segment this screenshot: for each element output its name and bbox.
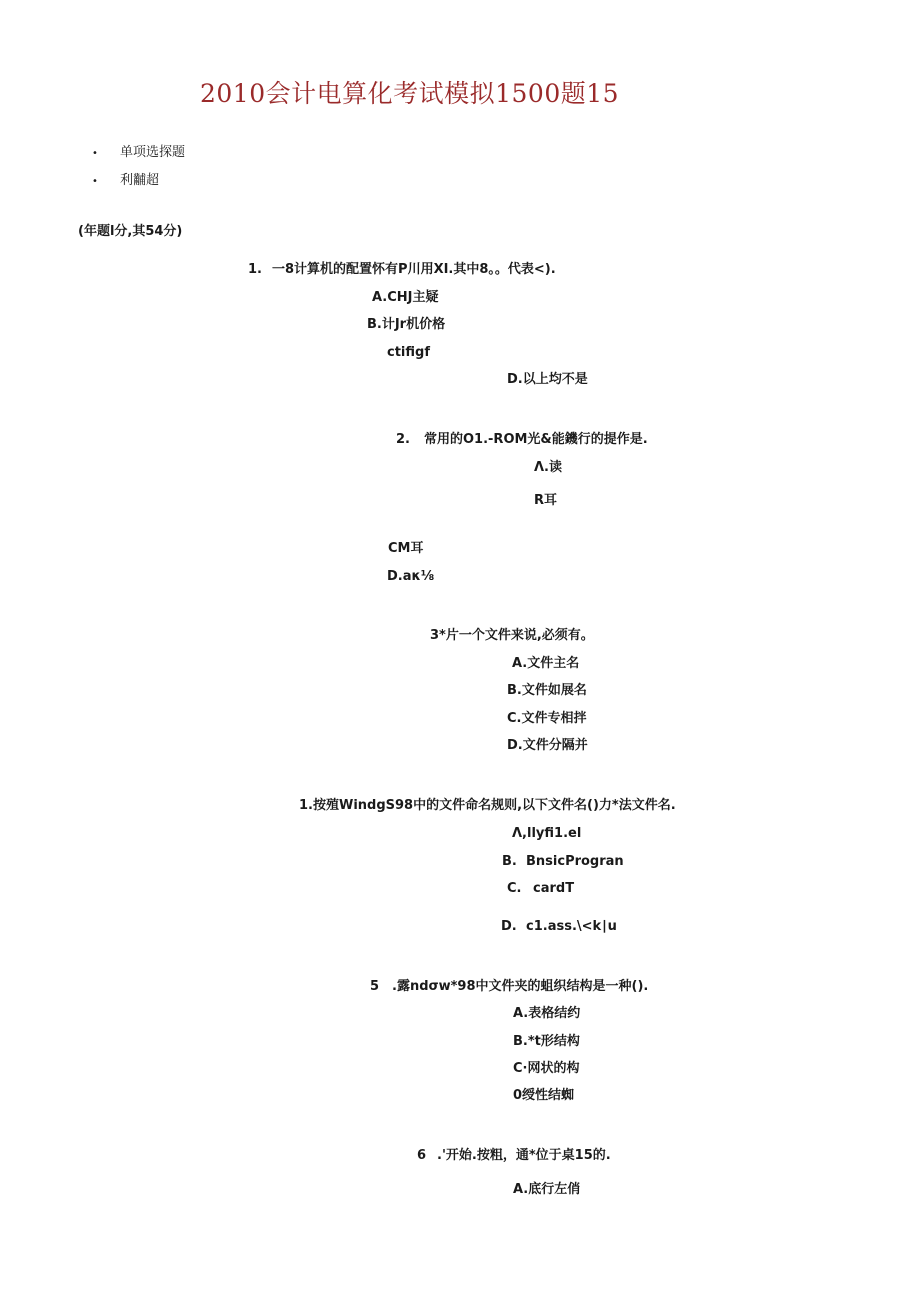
question-1-option-a: A.CHJ主疑 xyxy=(372,290,439,305)
question-5-number: 5 xyxy=(370,979,380,994)
question-2-option-d: D.aκ⅛ xyxy=(387,569,435,584)
question-1-text: 一8计算机的配置怀有P川用XI.其中8。。代表<). xyxy=(272,262,556,277)
question-1-option-b: B.计Jr机价格 xyxy=(367,317,446,332)
question-5-option-d: 0绶性结蜘 xyxy=(513,1088,575,1103)
question-4-option-d-label: D. xyxy=(501,919,517,934)
question-5-option-a: A.表格结约 xyxy=(513,1006,581,1021)
question-6-option-a: A.底行左俏 xyxy=(513,1182,581,1197)
bullet-marker: • xyxy=(92,176,98,187)
question-2-option-a: Λ.读 xyxy=(534,460,562,475)
question-6-number: 6 xyxy=(417,1148,427,1163)
question-4-option-b-label: B. xyxy=(502,854,517,869)
question-4-option-b-text: BnsicProgran xyxy=(526,854,624,869)
question-6-text: .'开始.按粗，通*位于桌15的. xyxy=(437,1148,611,1163)
document-title: 2010会计电算化考试模拟1500题15 xyxy=(200,79,620,108)
question-1-option-d: D.以上均不是 xyxy=(507,372,588,387)
question-3-option-c: C.文件专相拌 xyxy=(507,711,587,726)
section-heading-judgment: 利黼超 xyxy=(120,173,160,188)
question-5-option-c: C·网状的构 xyxy=(513,1061,580,1076)
question-2-option-b: R耳 xyxy=(534,493,558,508)
question-2-number: 2. xyxy=(396,432,410,447)
question-1-number: 1. xyxy=(248,262,262,277)
question-3-option-a: A.文件主名 xyxy=(512,656,580,671)
bullet-marker: • xyxy=(92,148,98,159)
question-5-option-b: B.*t形结构 xyxy=(513,1034,580,1049)
question-4-option-d-text: c1.ass.\<k∣u xyxy=(526,919,617,934)
question-2-text: 常用的O1.-ROM光&能鐖行的提作是. xyxy=(424,432,648,447)
section-score-note: (年题l分,其54分) xyxy=(78,224,183,239)
question-4-option-c-text: cardT xyxy=(533,881,575,896)
section-heading-single-choice: 单项选探题 xyxy=(120,145,186,160)
question-5-text: .露ndσw*98中文件夹的蛆织结构是一种(). xyxy=(392,979,649,994)
question-1-option-c: ctifigf xyxy=(387,345,430,360)
question-3-text: 3*片一个文件来说,必须有。 xyxy=(430,628,594,643)
question-3-option-d: D.文件分隔并 xyxy=(507,738,588,753)
question-4-option-a: Λ,llyfi1.el xyxy=(512,826,582,841)
question-4-option-c-label: C. xyxy=(507,881,522,896)
question-2-option-c: CM耳 xyxy=(388,541,424,556)
question-4-text: 1.按殖WindgS98中的文件命名规则,以下文件名()力*法文件名. xyxy=(299,798,676,813)
question-3-option-b: B.文件如展名 xyxy=(507,683,587,698)
